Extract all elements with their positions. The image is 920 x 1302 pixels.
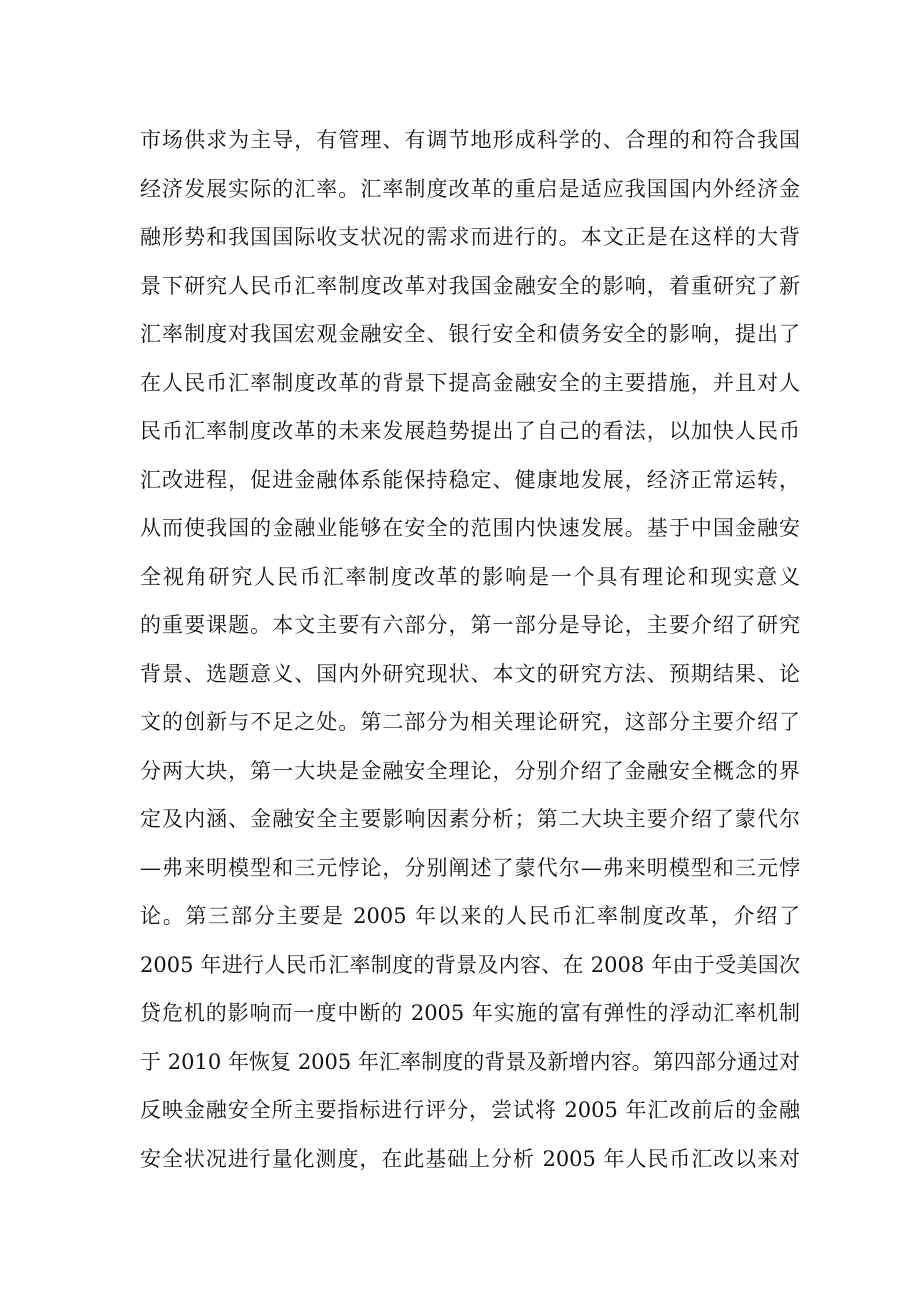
text-line: 汇率制度对我国宏观金融安全、银行安全和债务安全的影响，提出了 xyxy=(140,322,800,346)
text-line: 贷危机的影响而一度中断的 2005 年实施的富有弹性的浮动汇率机制 xyxy=(140,1001,800,1025)
text-line: 民币汇率制度改革的未来发展趋势提出了自己的看法，以加快人民币 xyxy=(140,419,800,443)
text-line: 背景、选题意义、国内外研究现状、本文的研究方法、预期结果、论 xyxy=(140,661,800,686)
text-line: 的重要课题。本文主要有六部分，第一部分是导论，主要介绍了研究 xyxy=(140,613,800,637)
text-line: 经济发展实际的汇率。汇率制度改革的重启是适应我国国内外经济金 xyxy=(140,176,800,201)
text-line: 文的创新与不足之处。第二部分为相关理论研究，这部分主要介绍了 xyxy=(140,710,800,734)
text-line: 市场供求为主导，有管理、有调节地形成科学的、合理的和符合我国 xyxy=(140,128,800,152)
text-line: 分两大块，第一大块是金融安全理论，分别介绍了金融安全概念的界 xyxy=(140,758,800,783)
text-line: 安全状况进行量化测度，在此基础上分析 2005 年人民币汇改以来对 xyxy=(140,1146,800,1171)
body-text xyxy=(140,116,800,1183)
text-line: 景下研究人民币汇率制度改革对我国金融安全的影响，着重研究了新 xyxy=(140,273,800,298)
text-line: 汇改进程，促进金融体系能保持稳定、健康地发展，经济正常运转， xyxy=(140,467,800,492)
text-line: 2005 年进行人民币汇率制度的背景及内容、在 2008 年由于受美国次 xyxy=(140,952,800,977)
text-line: 在人民币汇率制度改革的背景下提高金融安全的主要措施，并且对人 xyxy=(140,370,800,395)
text-line: 全视角研究人民币汇率制度改革的影响是一个具有理论和现实意义 xyxy=(140,564,800,589)
text-line: —弗来明模型和三元悖论，分别阐述了蒙代尔—弗来明模型和三元悖 xyxy=(140,855,800,880)
text-line: 反映金融安全所主要指标进行评分，尝试将 2005 年汇改前后的金融 xyxy=(140,1098,800,1122)
text-line: 于 2010 年恢复 2005 年汇率制度的背景及新增内容。第四部分通过对 xyxy=(140,1049,800,1074)
text-line: 定及内涵、金融安全主要影响因素分析；第二大块主要介绍了蒙代尔 xyxy=(140,807,800,831)
text-line: 融形势和我国国际收支状况的需求而进行的。本文正是在这样的大背 xyxy=(140,225,800,249)
text-line: 从而使我国的金融业能够在安全的范围内快速发展。基于中国金融安 xyxy=(140,516,800,540)
text-line: 论。第三部分主要是 2005 年以来的人民币汇率制度改革，介绍了 xyxy=(140,904,800,928)
